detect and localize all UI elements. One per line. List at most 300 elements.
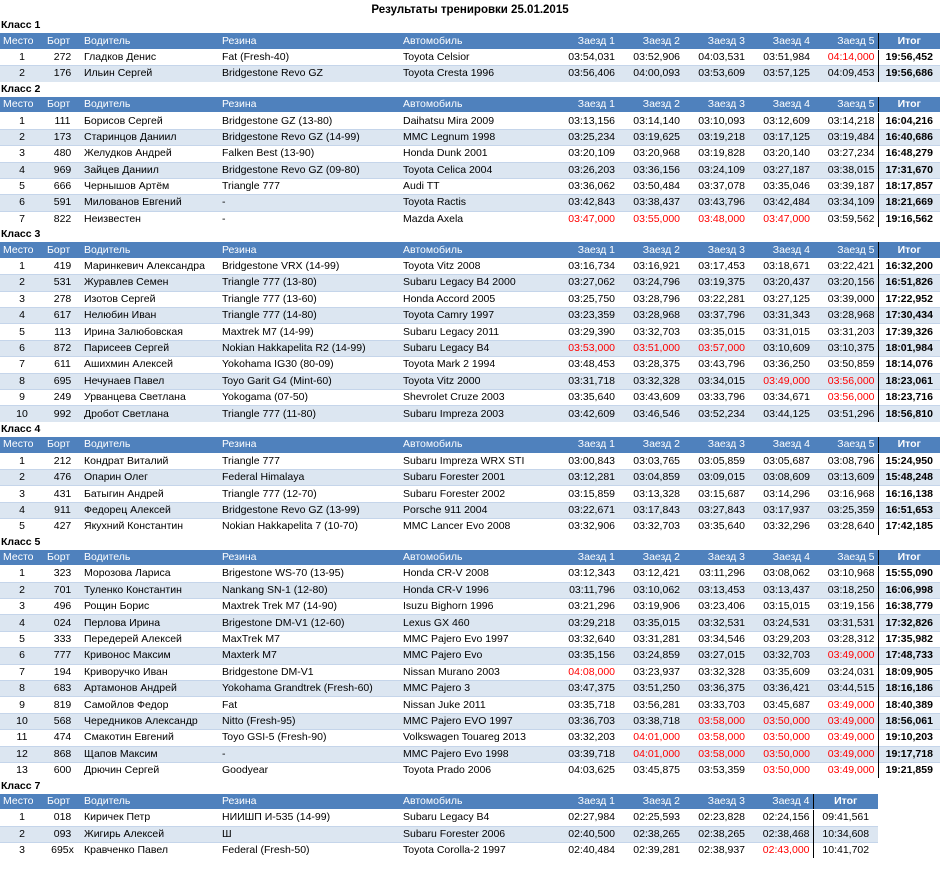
cell-total: 18:17,857 bbox=[878, 178, 940, 194]
cell-total: 18:56,810 bbox=[878, 406, 940, 422]
cell-run-3: 03:19,218 bbox=[683, 129, 748, 145]
cell-total: 19:16,562 bbox=[878, 211, 940, 227]
table-row bbox=[0, 406, 940, 422]
cell-total: 17:22,952 bbox=[878, 291, 940, 307]
header-run-4: Заезд 4 bbox=[748, 33, 813, 49]
cell-run-3: 03:33,796 bbox=[683, 389, 748, 405]
cell-place: 3 bbox=[0, 842, 44, 858]
cell-run-5: 03:59,562 bbox=[813, 211, 878, 227]
cell-car: MMC Lancer Evo 2008 bbox=[400, 519, 553, 535]
cell-run-5: 03:39,000 bbox=[813, 291, 878, 307]
cell-run-1: 03:53,000 bbox=[553, 340, 618, 356]
cell-board: 822 bbox=[44, 211, 81, 227]
cell-driver: Маринкевич Александра bbox=[81, 258, 219, 274]
cell-driver: Кривонос Максим bbox=[81, 648, 219, 664]
table-row bbox=[0, 340, 940, 356]
cell-run-5: 03:39,187 bbox=[813, 178, 878, 194]
cell-run-4: 03:49,000 bbox=[748, 373, 813, 389]
cell-place: 3 bbox=[0, 291, 44, 307]
cell-blank bbox=[878, 842, 940, 858]
cell-run-4: 03:36,421 bbox=[748, 681, 813, 697]
cell-driver: Дрючин Сергей bbox=[81, 762, 219, 778]
cell-car: Subaru Impreza WRX STI bbox=[400, 453, 553, 469]
cell-tire: MaxTrek M7 bbox=[219, 631, 400, 647]
header-driver: Водитель bbox=[81, 242, 219, 258]
cell-car: MMC Pajero EVO 1997 bbox=[400, 713, 553, 729]
cell-run-2: 03:50,484 bbox=[618, 178, 683, 194]
cell-run-1: 03:32,203 bbox=[553, 730, 618, 746]
cell-run-4: 03:08,609 bbox=[748, 469, 813, 485]
cell-driver: Кондрат Виталий bbox=[81, 453, 219, 469]
cell-run-1: 03:54,031 bbox=[553, 49, 618, 65]
cell-run-3: 03:57,000 bbox=[683, 340, 748, 356]
cell-total: 18:01,984 bbox=[878, 340, 940, 356]
cell-driver: Зайцев Даниил bbox=[81, 162, 219, 178]
table-row bbox=[0, 502, 940, 518]
cell-total: 18:40,389 bbox=[878, 697, 940, 713]
table-row bbox=[0, 324, 940, 340]
cell-run-4: 03:32,296 bbox=[748, 519, 813, 535]
cell-run-4: 03:13,437 bbox=[748, 582, 813, 598]
cell-run-5: 03:08,796 bbox=[813, 453, 878, 469]
cell-total: 18:23,716 bbox=[878, 389, 940, 405]
cell-run-4: 03:31,015 bbox=[748, 324, 813, 340]
cell-run-2: 03:13,328 bbox=[618, 486, 683, 502]
cell-total: 17:31,670 bbox=[878, 162, 940, 178]
cell-run-4: 03:50,000 bbox=[748, 713, 813, 729]
header-run-2: Заезд 2 bbox=[618, 242, 683, 258]
cell-run-2: 03:35,015 bbox=[618, 615, 683, 631]
table-row bbox=[0, 746, 940, 762]
cell-run-1: 02:40,484 bbox=[553, 842, 618, 858]
cell-run-3: 02:23,828 bbox=[683, 810, 748, 826]
results-table bbox=[0, 18, 940, 858]
table-row bbox=[0, 113, 940, 129]
cell-tire: Falken Best (13-90) bbox=[219, 146, 400, 162]
cell-run-3: 03:35,640 bbox=[683, 519, 748, 535]
cell-total: 16:06,998 bbox=[878, 582, 940, 598]
cell-car: MMC Pajero 3 bbox=[400, 681, 553, 697]
cell-place: 5 bbox=[0, 631, 44, 647]
cell-total: 17:32,826 bbox=[878, 615, 940, 631]
header-run-5: Заезд 5 bbox=[813, 97, 878, 113]
cell-place: 1 bbox=[0, 566, 44, 582]
cell-run-1: 03:12,343 bbox=[553, 566, 618, 582]
cell-run-2: 03:38,437 bbox=[618, 195, 683, 211]
cell-run-5: 03:28,640 bbox=[813, 519, 878, 535]
cell-board: 695 bbox=[44, 373, 81, 389]
header-run-3: Заезд 3 bbox=[683, 33, 748, 49]
cell-run-5: 03:10,375 bbox=[813, 340, 878, 356]
cell-run-5: 03:31,531 bbox=[813, 615, 878, 631]
cell-driver: Чернышов Артём bbox=[81, 178, 219, 194]
cell-total: 16:38,779 bbox=[878, 599, 940, 615]
cell-tire: Bridgestone Revo GZ bbox=[219, 66, 400, 82]
cell-run-4: 02:38,468 bbox=[748, 826, 813, 842]
cell-run-5: 03:50,859 bbox=[813, 357, 878, 373]
cell-board: 600 bbox=[44, 762, 81, 778]
cell-total: 16:04,216 bbox=[878, 113, 940, 129]
cell-place: 13 bbox=[0, 762, 44, 778]
cell-tire: НИИШП И-535 (14-99) bbox=[219, 810, 400, 826]
cell-driver: Туленко Константин bbox=[81, 582, 219, 598]
cell-car: Honda CR-V 1996 bbox=[400, 582, 553, 598]
cell-run-4: 03:17,937 bbox=[748, 502, 813, 518]
cell-board: 777 bbox=[44, 648, 81, 664]
class-title-row bbox=[0, 18, 940, 33]
cell-car: Mazda Axela bbox=[400, 211, 553, 227]
cell-run-3: 03:13,453 bbox=[683, 582, 748, 598]
cell-driver: Федорец Алексей bbox=[81, 502, 219, 518]
cell-run-2: 03:14,140 bbox=[618, 113, 683, 129]
table-row bbox=[0, 664, 940, 680]
cell-run-4: 03:50,000 bbox=[748, 762, 813, 778]
cell-total: 17:48,733 bbox=[878, 648, 940, 664]
table-row bbox=[0, 599, 940, 615]
cell-tire: - bbox=[219, 195, 400, 211]
cell-tire: - bbox=[219, 746, 400, 762]
cell-run-2: 04:01,000 bbox=[618, 746, 683, 762]
cell-run-2: 03:51,250 bbox=[618, 681, 683, 697]
cell-driver: Желудков Андрей bbox=[81, 146, 219, 162]
cell-run-1: 03:42,609 bbox=[553, 406, 618, 422]
cell-car: Toyota Mark 2 1994 bbox=[400, 357, 553, 373]
cell-driver: Якухний Константин bbox=[81, 519, 219, 535]
cell-total: 15:48,248 bbox=[878, 469, 940, 485]
cell-tire: - bbox=[219, 211, 400, 227]
cell-run-1: 03:21,296 bbox=[553, 599, 618, 615]
cell-run-5: 03:24,031 bbox=[813, 664, 878, 680]
cell-board: 093 bbox=[44, 826, 81, 842]
cell-total: 15:55,090 bbox=[878, 566, 940, 582]
cell-run-1: 03:13,156 bbox=[553, 113, 618, 129]
header-tire: Резина bbox=[219, 33, 400, 49]
cell-run-2: 03:43,609 bbox=[618, 389, 683, 405]
header-tire: Резина bbox=[219, 242, 400, 258]
cell-total: 16:40,686 bbox=[878, 129, 940, 145]
cell-car: Subaru Legacy 2011 bbox=[400, 324, 553, 340]
cell-run-2: 03:19,906 bbox=[618, 599, 683, 615]
cell-total: 19:21,859 bbox=[878, 762, 940, 778]
cell-run-2: 03:23,937 bbox=[618, 664, 683, 680]
cell-run-4: 02:43,000 bbox=[748, 842, 813, 858]
class-title: Класс 1 bbox=[1, 19, 41, 32]
table-row bbox=[0, 129, 940, 145]
header-run-4: Заезд 4 bbox=[748, 437, 813, 453]
cell-run-4: 03:51,984 bbox=[748, 49, 813, 65]
cell-total: 17:42,185 bbox=[878, 519, 940, 535]
cell-run-5: 03:28,968 bbox=[813, 308, 878, 324]
cell-run-2: 04:01,000 bbox=[618, 730, 683, 746]
cell-run-5: 03:49,000 bbox=[813, 648, 878, 664]
cell-tire: Triangle 777 (11-80) bbox=[219, 406, 400, 422]
column-header-row bbox=[0, 550, 940, 566]
cell-driver: Нечунаев Павел bbox=[81, 373, 219, 389]
table-row bbox=[0, 519, 940, 535]
cell-total: 16:48,279 bbox=[878, 146, 940, 162]
cell-run-3: 03:15,687 bbox=[683, 486, 748, 502]
cell-total: 18:21,669 bbox=[878, 195, 940, 211]
header-tire: Резина bbox=[219, 97, 400, 113]
cell-board: 278 bbox=[44, 291, 81, 307]
cell-driver: Рощин Борис bbox=[81, 599, 219, 615]
cell-run-3: 02:38,937 bbox=[683, 842, 748, 858]
cell-run-1: 03:27,062 bbox=[553, 275, 618, 291]
cell-run-3: 04:03,531 bbox=[683, 49, 748, 65]
cell-run-5: 03:44,515 bbox=[813, 681, 878, 697]
header-run-3: Заезд 3 bbox=[683, 437, 748, 453]
cell-total: 17:39,326 bbox=[878, 324, 940, 340]
cell-board: 531 bbox=[44, 275, 81, 291]
header-run-3: Заезд 3 bbox=[683, 794, 748, 810]
cell-tire: Nokian Hakkapelita R2 (14-99) bbox=[219, 340, 400, 356]
cell-run-5: 03:19,156 bbox=[813, 599, 878, 615]
header-car: Автомобиль bbox=[400, 242, 553, 258]
cell-place: 11 bbox=[0, 730, 44, 746]
header-total: Итог bbox=[878, 97, 940, 113]
cell-run-5: 03:56,000 bbox=[813, 373, 878, 389]
cell-tire: Ш bbox=[219, 826, 400, 842]
cell-tire: Yokohama IG30 (80-09) bbox=[219, 357, 400, 373]
cell-place: 10 bbox=[0, 406, 44, 422]
table-row bbox=[0, 258, 940, 274]
cell-place: 5 bbox=[0, 178, 44, 194]
header-run-5: Заезд 5 bbox=[813, 550, 878, 566]
class-title-row bbox=[0, 422, 940, 437]
cell-run-1: 03:12,281 bbox=[553, 469, 618, 485]
cell-run-2: 03:20,968 bbox=[618, 146, 683, 162]
cell-run-5: 03:49,000 bbox=[813, 697, 878, 713]
cell-car: Toyota Ractis bbox=[400, 195, 553, 211]
cell-run-5: 03:19,484 bbox=[813, 129, 878, 145]
cell-blank bbox=[878, 810, 940, 826]
cell-run-4: 03:31,343 bbox=[748, 308, 813, 324]
cell-board: 701 bbox=[44, 582, 81, 598]
header-run-5: Заезд 5 bbox=[813, 437, 878, 453]
class-title-row bbox=[0, 227, 940, 242]
cell-run-4: 03:14,296 bbox=[748, 486, 813, 502]
cell-board: 249 bbox=[44, 389, 81, 405]
cell-run-3: 03:35,015 bbox=[683, 324, 748, 340]
header-board: Борт bbox=[44, 437, 81, 453]
cell-car: MMC Pajero Evo 1998 bbox=[400, 746, 553, 762]
cell-board: 476 bbox=[44, 469, 81, 485]
cell-tire: Fat (Fresh-40) bbox=[219, 49, 400, 65]
cell-run-1: 03:23,359 bbox=[553, 308, 618, 324]
cell-run-5: 03:49,000 bbox=[813, 730, 878, 746]
class-title: Класс 7 bbox=[1, 779, 41, 792]
cell-run-3: 03:33,703 bbox=[683, 697, 748, 713]
header-run-4: Заезд 4 bbox=[748, 550, 813, 566]
cell-board: 617 bbox=[44, 308, 81, 324]
header-run-3: Заезд 3 bbox=[683, 242, 748, 258]
cell-run-5: 03:56,000 bbox=[813, 389, 878, 405]
table-row bbox=[0, 681, 940, 697]
cell-run-2: 02:39,281 bbox=[618, 842, 683, 858]
table-row bbox=[0, 842, 940, 858]
header-run-4: Заезд 4 bbox=[748, 242, 813, 258]
cell-driver: Передерей Алексей bbox=[81, 631, 219, 647]
cell-run-4: 03:05,687 bbox=[748, 453, 813, 469]
table-row bbox=[0, 211, 940, 227]
header-run-1: Заезд 1 bbox=[553, 97, 618, 113]
cell-run-1: 03:36,062 bbox=[553, 178, 618, 194]
cell-car: Toyota Vitz 2008 bbox=[400, 258, 553, 274]
cell-car: MMC Pajero Evo 1997 bbox=[400, 631, 553, 647]
cell-run-5: 03:49,000 bbox=[813, 746, 878, 762]
cell-car: Subaru Forester 2001 bbox=[400, 469, 553, 485]
header-run-4: Заезд 4 bbox=[748, 97, 813, 113]
cell-tire: Maxtrek Trek M7 (14-90) bbox=[219, 599, 400, 615]
cell-board: 018 bbox=[44, 810, 81, 826]
cell-car: Daihatsu Mira 2009 bbox=[400, 113, 553, 129]
header-total: Итог bbox=[878, 550, 940, 566]
cell-run-5: 03:49,000 bbox=[813, 762, 878, 778]
cell-run-1: 04:03,625 bbox=[553, 762, 618, 778]
cell-run-3: 03:23,406 bbox=[683, 599, 748, 615]
cell-driver: Ильин Сергей bbox=[81, 66, 219, 82]
cell-run-2: 03:24,796 bbox=[618, 275, 683, 291]
cell-driver: Изотов Сергей bbox=[81, 291, 219, 307]
cell-car: Honda CR-V 2008 bbox=[400, 566, 553, 582]
column-header-row bbox=[0, 794, 940, 810]
cell-place: 2 bbox=[0, 826, 44, 842]
cell-place: 1 bbox=[0, 810, 44, 826]
table-row bbox=[0, 631, 940, 647]
cell-run-4: 03:18,671 bbox=[748, 258, 813, 274]
cell-board: 419 bbox=[44, 258, 81, 274]
cell-total: 18:09,905 bbox=[878, 664, 940, 680]
table-row bbox=[0, 810, 940, 826]
cell-car: Porsche 911 2004 bbox=[400, 502, 553, 518]
cell-run-4: 03:27,125 bbox=[748, 291, 813, 307]
cell-run-5: 03:49,000 bbox=[813, 713, 878, 729]
cell-car: Subaru Impreza 2003 bbox=[400, 406, 553, 422]
cell-run-5: 04:09,453 bbox=[813, 66, 878, 82]
cell-board: 333 bbox=[44, 631, 81, 647]
cell-driver: Старинцов Даниил bbox=[81, 129, 219, 145]
cell-tire: Nankang SN-1 (12-80) bbox=[219, 582, 400, 598]
table-row bbox=[0, 730, 940, 746]
cell-total: 17:30,434 bbox=[878, 308, 940, 324]
cell-run-1: 03:20,109 bbox=[553, 146, 618, 162]
table-row bbox=[0, 373, 940, 389]
cell-board: 113 bbox=[44, 324, 81, 340]
table-row bbox=[0, 486, 940, 502]
cell-tire: Triangle 777 (14-80) bbox=[219, 308, 400, 324]
cell-run-3: 03:32,328 bbox=[683, 664, 748, 680]
cell-total: 18:16,186 bbox=[878, 681, 940, 697]
cell-tire: Triangle 777 (13-80) bbox=[219, 275, 400, 291]
cell-total: 09:41,561 bbox=[813, 810, 878, 826]
header-place: Место bbox=[0, 550, 44, 566]
column-header-row bbox=[0, 33, 940, 49]
cell-car: Subaru Legacy B4 bbox=[400, 340, 553, 356]
cell-run-2: 03:12,421 bbox=[618, 566, 683, 582]
header-run-1: Заезд 1 bbox=[553, 33, 618, 49]
cell-run-4: 03:27,187 bbox=[748, 162, 813, 178]
cell-tire: Bridgestone Revo GZ (09-80) bbox=[219, 162, 400, 178]
cell-board: 911 bbox=[44, 502, 81, 518]
cell-place: 12 bbox=[0, 746, 44, 762]
cell-run-1: 03:16,734 bbox=[553, 258, 618, 274]
cell-run-1: 03:42,843 bbox=[553, 195, 618, 211]
cell-tire: Yokogama (07-50) bbox=[219, 389, 400, 405]
header-board: Борт bbox=[44, 33, 81, 49]
cell-run-4: 03:20,140 bbox=[748, 146, 813, 162]
cell-run-3: 03:19,828 bbox=[683, 146, 748, 162]
cell-board: 212 bbox=[44, 453, 81, 469]
table-row bbox=[0, 389, 940, 405]
cell-tire: Brigestone DM-V1 (12-60) bbox=[219, 615, 400, 631]
cell-tire: Fat bbox=[219, 697, 400, 713]
cell-run-3: 03:34,546 bbox=[683, 631, 748, 647]
cell-run-5: 03:51,296 bbox=[813, 406, 878, 422]
cell-car: Shevrolet Cruze 2003 bbox=[400, 389, 553, 405]
header-run-3: Заезд 3 bbox=[683, 97, 748, 113]
header-run-5: Заезд 5 bbox=[813, 33, 878, 49]
cell-total: 19:56,452 bbox=[878, 49, 940, 65]
cell-total: 16:16,138 bbox=[878, 486, 940, 502]
cell-total: 18:56,061 bbox=[878, 713, 940, 729]
cell-place: 4 bbox=[0, 308, 44, 324]
header-tire: Резина bbox=[219, 550, 400, 566]
table-row bbox=[0, 648, 940, 664]
cell-board: 474 bbox=[44, 730, 81, 746]
cell-run-2: 03:38,718 bbox=[618, 713, 683, 729]
cell-board: 611 bbox=[44, 357, 81, 373]
cell-place: 1 bbox=[0, 113, 44, 129]
cell-run-2: 03:19,625 bbox=[618, 129, 683, 145]
cell-place: 1 bbox=[0, 49, 44, 65]
cell-total: 18:14,076 bbox=[878, 357, 940, 373]
table-row bbox=[0, 582, 940, 598]
cell-car: Subaru Forester 2002 bbox=[400, 486, 553, 502]
cell-run-3: 03:11,296 bbox=[683, 566, 748, 582]
cell-tire: Bridgestone VRX (14-99) bbox=[219, 258, 400, 274]
class-title-row bbox=[0, 535, 940, 550]
cell-tire: Goodyear bbox=[219, 762, 400, 778]
cell-board: 683 bbox=[44, 681, 81, 697]
cell-car: Subaru Forester 2006 bbox=[400, 826, 553, 842]
cell-run-5: 03:14,218 bbox=[813, 113, 878, 129]
table-row bbox=[0, 469, 940, 485]
cell-run-3: 03:36,375 bbox=[683, 681, 748, 697]
cell-run-3: 03:22,281 bbox=[683, 291, 748, 307]
cell-driver: Криворучко Иван bbox=[81, 664, 219, 680]
cell-run-5: 03:13,609 bbox=[813, 469, 878, 485]
column-header-row bbox=[0, 437, 940, 453]
header-place: Место bbox=[0, 437, 44, 453]
cell-place: 8 bbox=[0, 681, 44, 697]
cell-total: 10:34,608 bbox=[813, 826, 878, 842]
header-run-1: Заезд 1 bbox=[553, 437, 618, 453]
cell-run-2: 03:31,281 bbox=[618, 631, 683, 647]
cell-driver: Кравченко Павел bbox=[81, 842, 219, 858]
table-row bbox=[0, 762, 940, 778]
header-car: Автомобиль bbox=[400, 437, 553, 453]
cell-run-1: 03:35,640 bbox=[553, 389, 618, 405]
table-row bbox=[0, 615, 940, 631]
cell-place: 4 bbox=[0, 162, 44, 178]
cell-run-1: 02:27,984 bbox=[553, 810, 618, 826]
cell-run-2: 02:38,265 bbox=[618, 826, 683, 842]
cell-run-2: 03:17,843 bbox=[618, 502, 683, 518]
table-row bbox=[0, 146, 940, 162]
header-tire: Резина bbox=[219, 794, 400, 810]
cell-tire: Maxtrek M7 (14-99) bbox=[219, 324, 400, 340]
cell-run-5: 03:27,234 bbox=[813, 146, 878, 162]
